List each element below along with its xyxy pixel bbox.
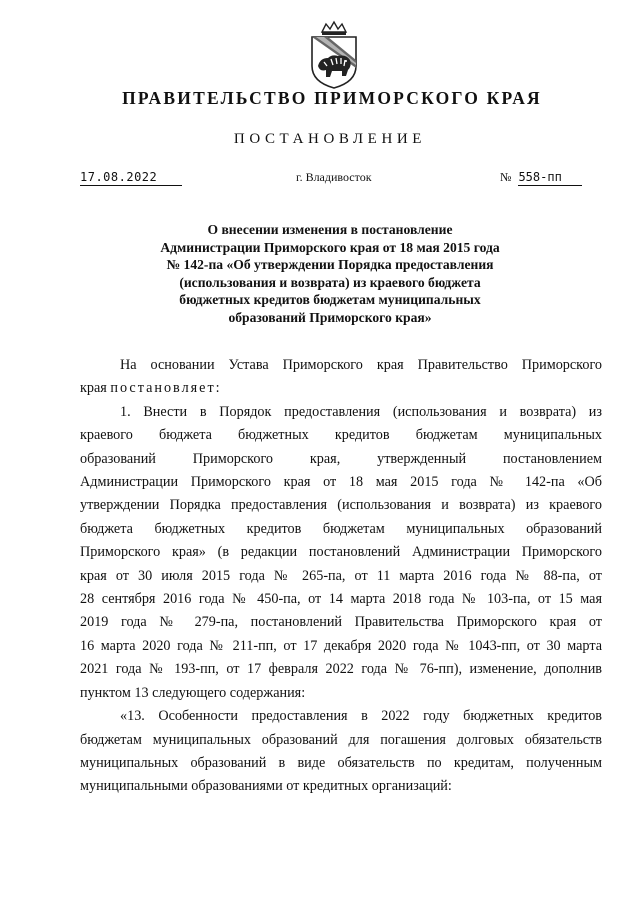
heading-line: О внесении изменения в постановление [207,222,453,237]
body-line: 16 марта 2020 года № 211-пп, от 17 декабря 2020 года № 1043-пп, от 30 марта [80,637,602,654]
body-text: края [80,380,111,397]
body-line: муниципальными образованиями от кредитных организаций: [80,778,452,795]
document-number [500,170,582,186]
body-text: : [215,380,220,397]
heading-line: № 142-па «Об утверждении Порядка предоставления [166,257,494,273]
number-label: № [500,170,512,184]
body-line: Приморского края» (в редакции постановлений Администрации Приморского [80,544,602,561]
body-line: 1. Внести в Порядок предоставления (использования и возврата) из [120,403,602,420]
body-line [80,377,602,400]
body-line: утверждении Порядка предоставления (использования и возврата) из краевого [80,497,602,514]
document-body [80,354,602,799]
document-heading [100,221,560,327]
heading-line: бюджетных кредитов бюджетам муниципальных [179,292,481,308]
body-line: бюджетам муниципальных образований для погашения долговых обязательств [80,731,602,748]
document-date: 17.08.2022 [80,170,182,186]
body-line: На основании Устава Приморского края Правительство Приморского [120,357,602,373]
government-title: ПРАВИТЕЛЬСТВО ПРИМОРСКОГО КРАЯ [122,88,542,108]
heading-line: Администрации Приморского края от 18 мая 2015 года [160,239,500,255]
body-line: 2019 года № 279-па, постановлений Правительства Приморского края от [80,614,602,631]
body-line: 28 сентября 2016 года № 450-па, от 14 марта 2018 года № 103-па, от 15 мая [80,591,602,608]
body-line: муниципальных образований в виде обязательств по кредитам, полученным [80,754,602,771]
body-line: пунктом 13 следующего содержания: [80,684,306,701]
body-line: бюджета бюджетных кредитов бюджетам муниципальных образований [80,520,602,537]
document-type: ПОСТАНОВЛЕНИЕ [233,131,427,147]
keyword-postanovlyaet: постановляет [110,380,216,397]
body-line: 2021 года № 193-пп, от 17 февраля 2022 года № 76-пп), изменение, дополнив [80,661,602,678]
body-line: краевого бюджета бюджетных кредитов бюджетам муниципальных [80,427,602,444]
body-line: Администрации Приморского края от 18 мая 2015 года № 142-па «Об [80,474,602,491]
body-line: края от 30 июля 2015 года № 265-па, от 11 марта 2016 года № 88-па, от [80,567,602,584]
heading-line: (использования и возврата) из краевого бюджета [179,274,481,290]
heading-line: образований Приморского края» [228,309,432,325]
coat-of-arms-icon [302,20,366,90]
number-value: 558-пп [518,170,582,186]
document-city: г. Владивосток [296,170,372,184]
body-line: «13. Особенности предоставления в 2022 году бюджетных кредитов [120,708,602,725]
body-line: образований Приморского края, утвержденный постановлением [80,450,602,467]
